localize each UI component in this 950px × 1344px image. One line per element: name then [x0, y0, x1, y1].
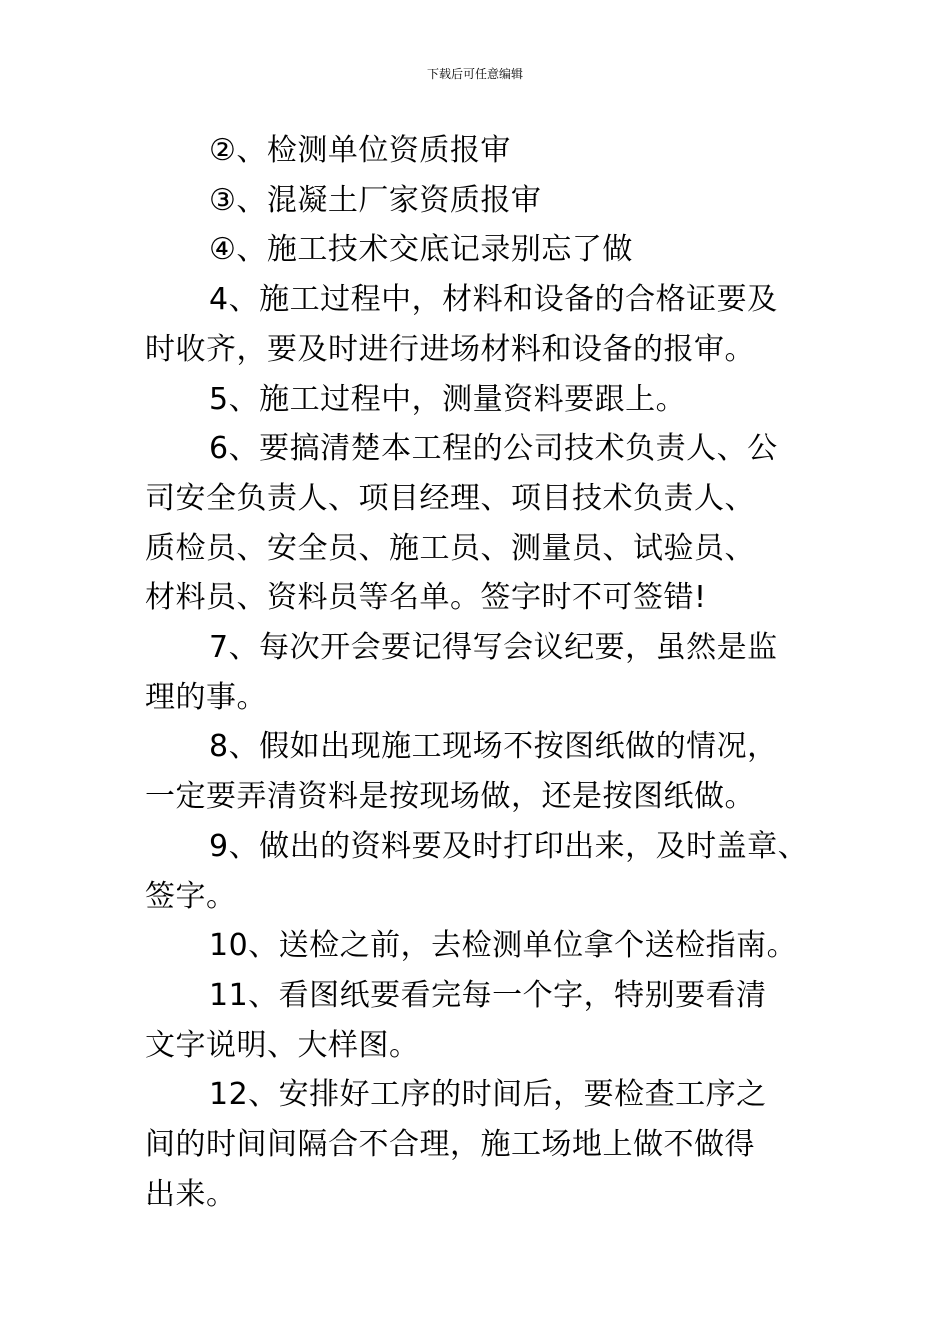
- paragraph-line: 9、做出的资料要及时打印出来，及时盖章、: [209, 828, 809, 864]
- paragraph-line: 一定要弄清资料是按现场做，还是按图纸做。: [145, 779, 755, 815]
- paragraph-8-drawing-deviation: [145, 722, 825, 821]
- paragraph-line: ③、混凝土厂家资质报审: [209, 182, 542, 218]
- paragraph-5-survey: [145, 375, 825, 425]
- paragraph-line: 理的事。: [145, 679, 267, 715]
- paragraph-9-print-stamp: [145, 822, 825, 921]
- paragraph-item-4-technical-briefing: [145, 225, 825, 275]
- paragraph-item-3-concrete-supplier: [145, 176, 825, 226]
- paragraph-line: 12、安排好工序的时间后，要检查工序之: [209, 1077, 767, 1113]
- paragraph-line: 5、施工过程中，测量资料要跟上。: [209, 381, 687, 417]
- paragraph-line: 材料员、资料员等名单。签字时不可签错!: [145, 580, 707, 616]
- paragraph-line: 时收齐，要及时进行进场材料和设备的报审。: [145, 331, 755, 367]
- paragraph-line: 出来。: [145, 1176, 237, 1212]
- paragraph-line: 4、施工过程中，材料和设备的合格证要及: [209, 282, 778, 318]
- paragraph-line: 6、要搞清楚本工程的公司技术负责人、公: [209, 431, 778, 467]
- paragraph-6-personnel-list: [145, 424, 825, 623]
- paragraph-line: 7、每次开会要记得写会议纪要，虽然是监: [209, 630, 778, 666]
- paragraph-line: ④、施工技术交底记录别忘了做: [209, 232, 633, 268]
- paragraph-4-certificates: [145, 275, 825, 374]
- paragraph-line: 文字说明、大样图。: [145, 1027, 420, 1063]
- paragraph-line: ②、检测单位资质报审: [209, 133, 511, 168]
- paragraph-line: 10、送检之前，去检测单位拿个送检指南。: [209, 928, 798, 964]
- paragraph-line: 11、看图纸要看完每一个字，特别要看清: [209, 977, 767, 1013]
- paragraph-line: 间的时间间隔合不合理，施工场地上做不做得: [145, 1127, 755, 1163]
- document-body: [145, 126, 825, 1219]
- paragraph-11-read-drawings: [145, 971, 825, 1070]
- paragraph-item-2-qualification: [145, 126, 825, 176]
- paragraph-line: 8、假如出现施工现场不按图纸做的情况，: [209, 729, 778, 765]
- paragraph-12-schedule-check: [145, 1070, 825, 1219]
- paragraph-7-meeting-minutes: [145, 623, 825, 722]
- paragraph-10-inspection-guide: [145, 921, 825, 971]
- paragraph-line: 质检员、安全员、施工员、测量员、试验员、: [145, 530, 755, 566]
- paragraph-line: 司安全负责人、项目经理、项目技术负责人、: [145, 480, 755, 516]
- paragraph-line: 签字。: [145, 878, 237, 914]
- header-note: 下载后可任意编辑: [426, 67, 523, 81]
